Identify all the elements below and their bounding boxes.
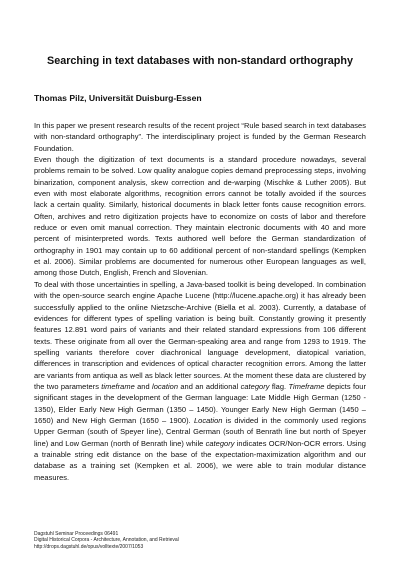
parameter-term: location — [152, 381, 179, 391]
proceedings-footer — [34, 531, 366, 550]
footer-line: Dagstuhl Seminar Proceedings 06491 — [34, 531, 119, 537]
body-paragraph: To deal with those uncertainties in spelling, a Java-based toolkit is being developed. In combination with the open-source search engine Apache Lucene (http://lucene.apache.org) it has already been successfully applied to the online Nietzsche-Archive (Biella et al. 2003). Currently, a database of evidences for different types of spelling variation is being built. Constantly growing it presently features 12.891 word pairs of variants and their related standard expressions from 106 different texts. These originate from all over the German-speaking area and range from 1293 to 1919. The spelling variants therefore cover diachronical language development, diatopical variation, differences in transcription and evidences of optical character recognition errors. Among the latter are variants from antiqua as well as black letter sources. At the moment these data are clustered by the two parameters timeframe and location and an additional category flag. Timeframe depicts four significant stages in the development of the German language: Late Middle High German (1250 - 1350), Elder Early New High German (1350 – 1450). Younger Early New High German (1450 – 1650) and New High German (1650 – 1900). Location is divided in the commonly used regions Upper German (south of Speyer line), Central German (south of Benrath line but north of Speyer line) and Low German (north of Benrath line) while category indicates OCR/Non-OCR errors. Using a trainable string edit distance on the base of the expectation-maximization algorithm and our database as a training set (Kempken et al. 2006), we were able to train modular distance measures. — [34, 279, 366, 482]
footer-url[interactable]: http://drops.dagstuhl.de/opus/volltexte/2007/1053 — [34, 543, 144, 550]
paper-author: Thomas Pilz, Universität Duisburg-Essen — [34, 93, 202, 103]
parameter-term: category — [205, 438, 235, 448]
paper-title: Searching in text databases with non-standard orthography — [47, 55, 353, 67]
paper-body — [34, 120, 366, 483]
body-paragraph: Even though the digitization of text documents is a standard procedure nowadays, several problems remain to be solved. Low quality analogue copies demand preprocessing steps, involving binarization, component analysis, skew correction and de-warping (Mischke & Luther 2005). But even with most elaborate algorithms, recognition errors cannot be totally avoided if the sources lack a certain quality. Similarly, historical documents in black letter fonts cause recognition errors. Often, archives and retro digitization projects have to economize on costs of labor and therefore reduce or even omit manual correction. They maintain electronic documents with 40 and more percent of misinterpreted words. Texts authored well before the German standardization of orthography in 1901 may contain up to 60 additional percent of non-standard spellings (Kempken et al. 2006). Similar problems are documented for numerous other European languages as well, among those Dutch, English, French and Slovenian. — [34, 155, 366, 278]
parameter-term: category — [240, 381, 270, 391]
body-paragraph: In this paper we present research results of the recent project “Rule based search in text databases with non-standard orthography”. The interdisciplinary project is funded by the German Research Foundation. — [34, 121, 367, 153]
footer-line: Digital Historical Corpora - Architecture, Annotation, and Retrieval — [34, 537, 179, 544]
parameter-term: timeframe — [101, 381, 135, 391]
parameter-term: Location — [193, 415, 223, 425]
parameter-term: Timeframe — [288, 381, 325, 391]
